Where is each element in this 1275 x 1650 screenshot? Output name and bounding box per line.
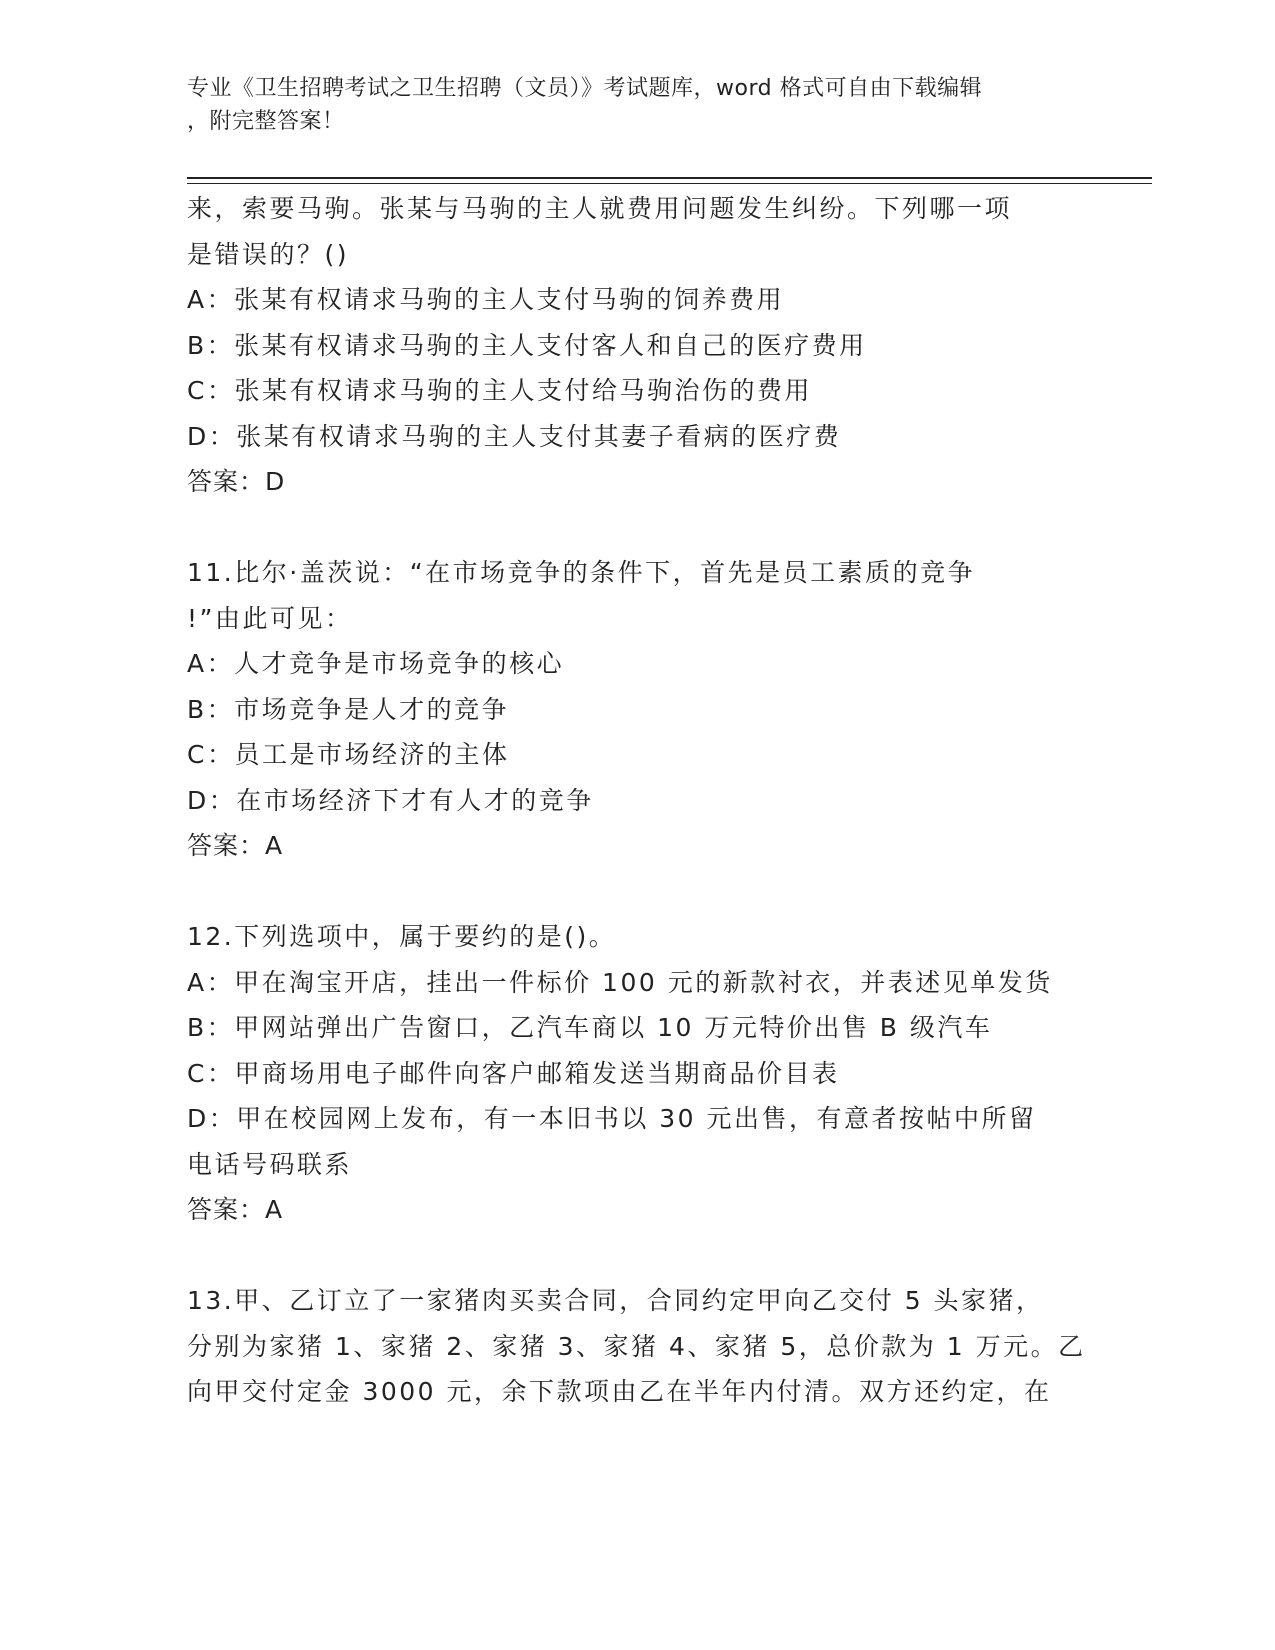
option-d: D：甲在校园网上发布，有一本旧书以 30 元出售，有意者按帖中所留	[187, 1104, 1037, 1133]
page-header	[187, 72, 1067, 138]
header-divider-thin	[187, 183, 1152, 184]
question-stem-line: 分别为家猪 1、家猪 2、家猪 3、家猪 4、家猪 5，总价款为 1 万元。乙	[187, 1331, 1086, 1361]
question-12	[187, 914, 1087, 1233]
option-c: C：员工是市场经济的主体	[187, 740, 510, 769]
answer-line: 答案：A	[187, 1195, 284, 1224]
option-a: A：甲在淘宝开店，挂出一件标价 100 元的新款衬衣，并表述见单发货	[187, 967, 1053, 997]
question-stem-line: 向甲交付定金 3000 元，余下款项由乙在半年内付清。双方还约定，在	[187, 1377, 1052, 1406]
question-stem-line: 11.比尔·盖茨说：“在市场竞争的条件下，首先是员工素质的竞争	[187, 558, 976, 587]
question-stem-line: 来，索要马驹。张某与马驹的主人就费用问题发生纠纷。下列哪一项	[187, 194, 1013, 223]
option-a: A：张某有权请求马驹的主人支付马驹的饲养费用	[187, 285, 785, 314]
header-line-1: 专业《卫生招聘考试之卫生招聘（文员）》考试题库，word 格式可自由下载编辑	[187, 76, 983, 101]
option-b: B：甲网站弹出广告窗口，乙汽车商以 10 万元特价出售 B 级汽车	[187, 1013, 993, 1042]
option-d: D：在市场经济下才有人才的竞争	[187, 785, 594, 815]
option-d-continued: 电话号码联系	[187, 1149, 353, 1179]
option-b: B：市场竞争是人才的竞争	[187, 694, 510, 724]
header-line-2: ，附完整答案！	[187, 109, 345, 134]
header-divider-thick	[187, 177, 1152, 179]
question-stem-line: 13.甲、乙订立了一家猪肉买卖合同，合同约定甲向乙交付 5 头家猪，	[187, 1286, 1044, 1315]
answer-line: 答案：D	[187, 467, 286, 496]
option-c: C：张某有权请求马驹的主人支付给马驹治伤的费用	[187, 376, 812, 405]
question-spacer	[187, 1233, 1087, 1279]
question-stem-line: !”由此可见：	[187, 603, 353, 633]
option-d: D：张某有权请求马驹的主人支付其妻子看病的医疗费	[187, 421, 842, 451]
question-stem-line: 12.下列选项中，属于要约的是()。	[187, 922, 617, 951]
option-c: C：甲商场用电子邮件向客户邮箱发送当期商品价目表	[187, 1058, 840, 1088]
question-11	[187, 550, 1087, 869]
question-13	[187, 1278, 1087, 1415]
question-10	[187, 186, 1087, 505]
question-spacer	[187, 505, 1087, 551]
question-stem-line: 是错误的？()	[187, 239, 350, 269]
answer-line: 答案：A	[187, 831, 284, 860]
question-content	[187, 186, 1087, 1415]
option-a: A：人才竞争是市场竞争的核心	[187, 649, 565, 678]
option-b: B：张某有权请求马驹的主人支付客人和自己的医疗费用	[187, 330, 867, 360]
question-spacer	[187, 869, 1087, 915]
